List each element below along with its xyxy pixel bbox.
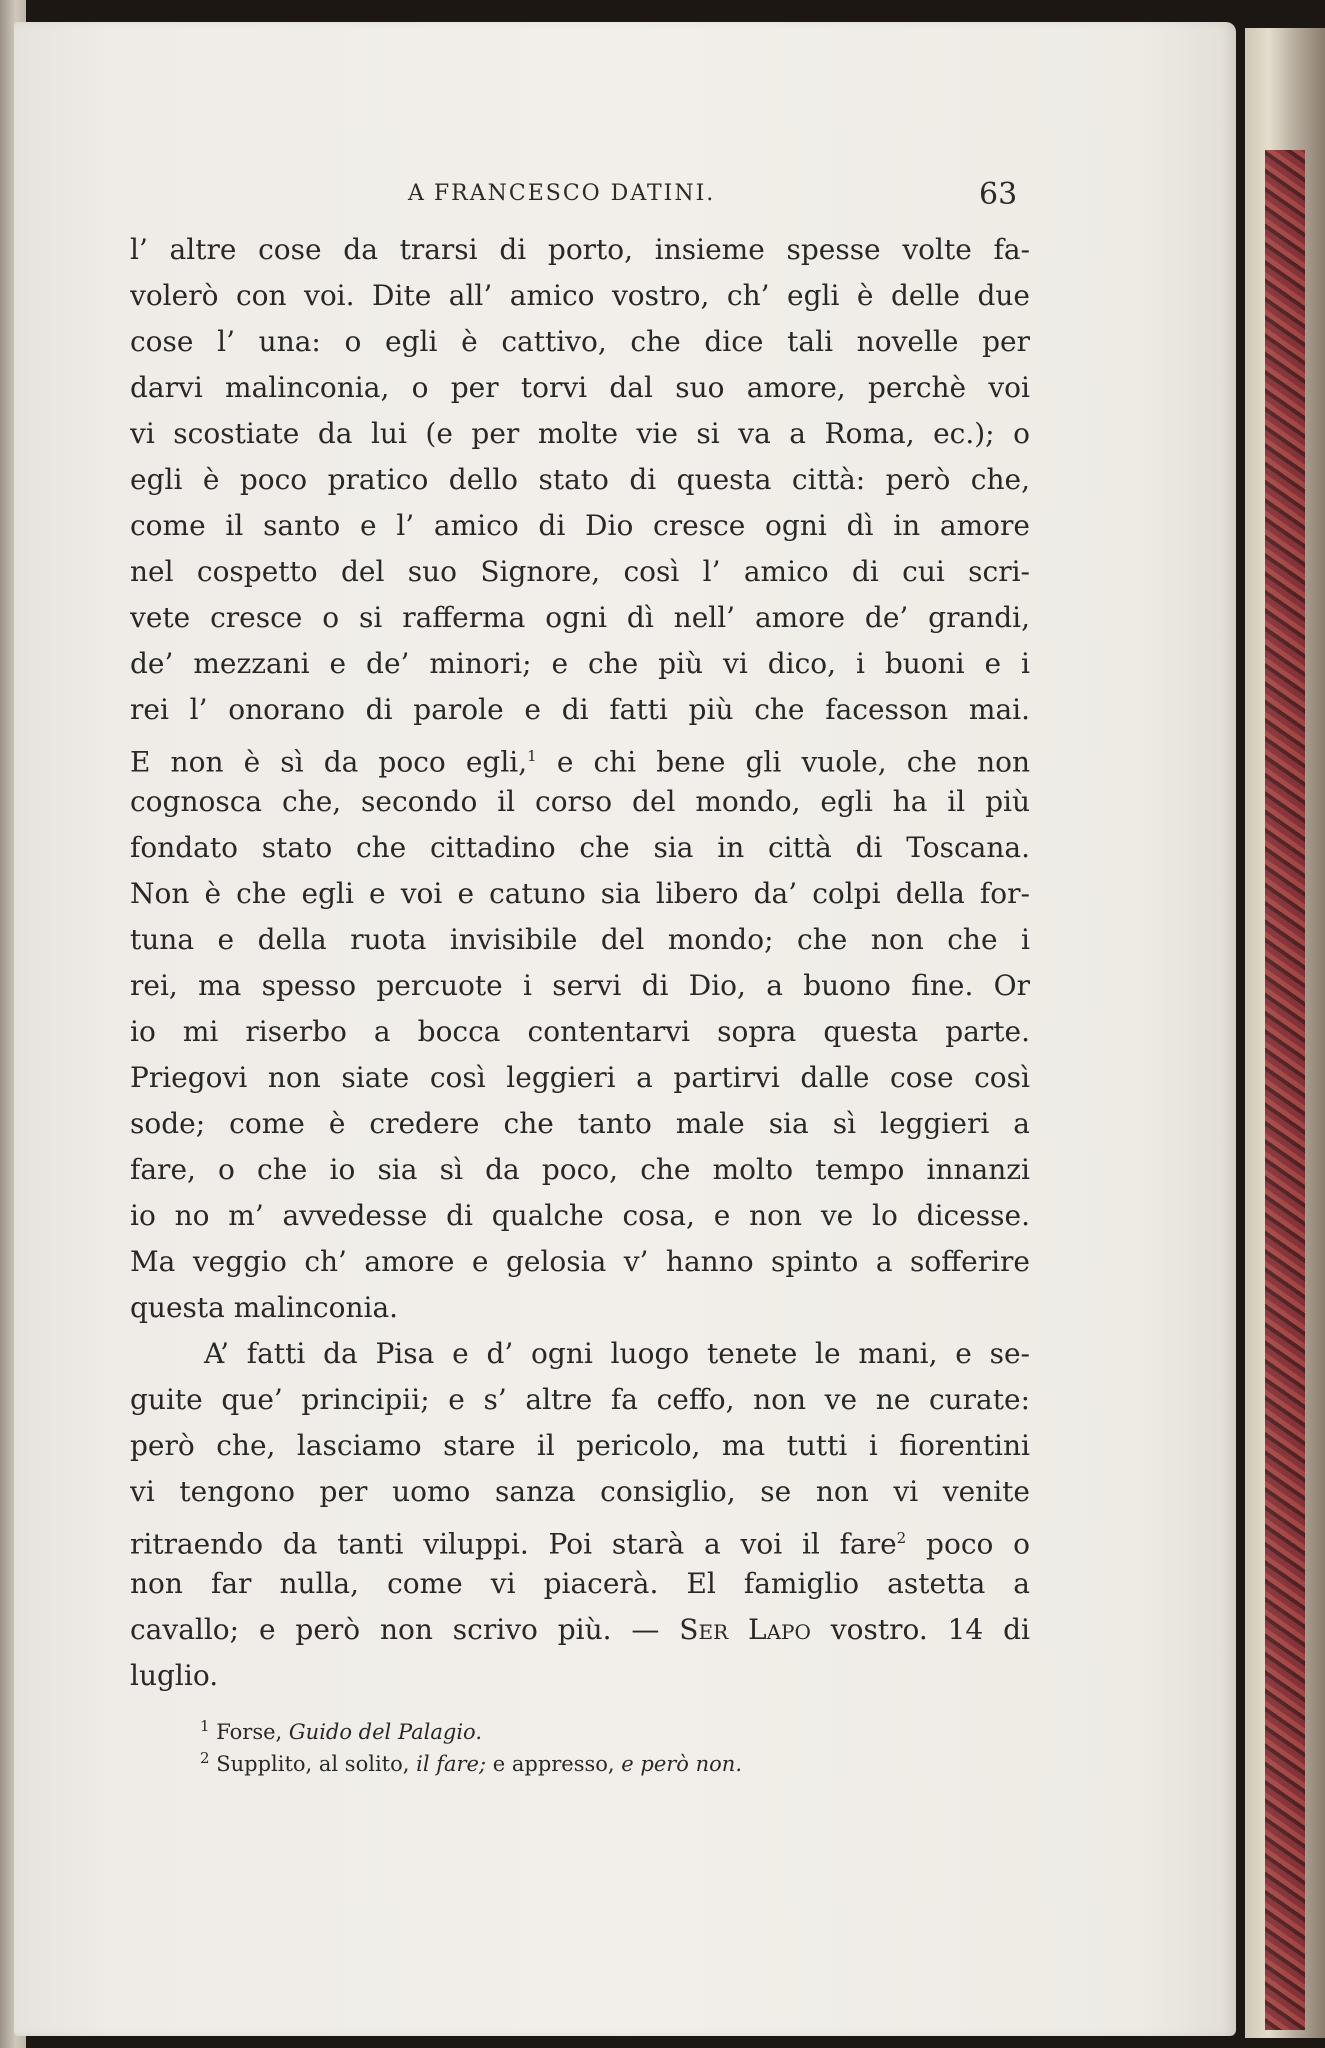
- marbled-page-edge: [1265, 150, 1305, 2030]
- footnote-1: [200, 1710, 960, 1742]
- footnote-italic: il fare;: [416, 1752, 487, 1776]
- text-line: l’ altre cose da trarsi di porto, insieme spesse volte fa-: [130, 233, 1030, 266]
- signature-rest: vostro. 14 di: [830, 1613, 1030, 1646]
- footnote-italic: e però non.: [621, 1752, 742, 1776]
- footnote-italic: Guido del Palagio.: [288, 1720, 482, 1744]
- running-title: [408, 181, 715, 206]
- text-line: fare, o che io sia sì da poco, che molto tempo innanzi: [130, 1153, 1030, 1186]
- text-line: vete cresce o si rafferma ogni dì nell’ amore de’ grandi,: [130, 601, 1030, 634]
- text-segment: E non è sì da poco egli,: [130, 745, 528, 779]
- running-title-lead: A: [408, 181, 426, 206]
- text-segment: cavallo; e però non scrivo più. —: [130, 1613, 660, 1646]
- text-line: volerò con voi. Dite all’ amico vostro, ch’ egli è delle due: [130, 279, 1030, 312]
- text-segment: poco o: [926, 1527, 1030, 1561]
- footnote-text: Supplito, al solito,: [216, 1752, 410, 1776]
- text-line: cose l’ una: o egli è cattivo, che dice tali novelle per: [130, 325, 1030, 358]
- text-line: come il santo e l’ amico di Dio cresce ogni dì in amore: [130, 509, 1030, 542]
- signature-lapo: Lapo: [748, 1613, 811, 1646]
- text-line: non far nulla, come vi piacerà. El famiglio astetta a: [130, 1567, 1030, 1600]
- text-segment: ritraendo da tanti viluppi. Poi starà a voi il fare: [130, 1527, 897, 1561]
- text-line: luglio.: [130, 1659, 219, 1692]
- footnote-mark: 2: [896, 1529, 907, 1547]
- text-line: egli è poco pratico dello stato di questa città: però che,: [130, 463, 1030, 496]
- text-line: [130, 1607, 1030, 1653]
- text-line: guite que’ principii; e s’ altre fa ceffo, non ve ne curate:: [130, 1383, 1030, 1416]
- text-line: vi tengono per uomo sanza consiglio, se non vi venite: [130, 1475, 1030, 1508]
- text-line: A’ fatti da Pisa e d’ ogni luogo tenete le mani, e se-: [204, 1337, 1030, 1370]
- footnote-mark: 1: [527, 747, 537, 765]
- footnote-number: 1: [200, 1717, 210, 1735]
- text-line: rei, ma spesso percuote i servi di Dio, a buono fine. Or: [130, 969, 1030, 1002]
- footnote-text: Forse,: [216, 1720, 283, 1744]
- footnote-number: 2: [200, 1749, 210, 1767]
- text-line: vi scostiate da lui (e per molte vie si va a Roma, ec.); o: [130, 417, 1030, 450]
- text-line: cognosca che, secondo il corso del mondo, egli ha il più: [130, 785, 1030, 818]
- text-line: sode; come è credere che tanto male sia sì leggieri a: [130, 1107, 1030, 1140]
- footnote-text: e appresso,: [492, 1752, 615, 1776]
- text-line: [130, 733, 1030, 779]
- text-line: questa malinconia.: [130, 1291, 399, 1324]
- book-page: [14, 22, 1236, 2036]
- text-line: de’ mezzani e de’ minori; e che più vi dico, i buoni e i: [130, 647, 1030, 680]
- text-line: rei l’ onorano di parole e di fatti più che facesson mai.: [130, 693, 1030, 726]
- signature-ser: Ser: [679, 1613, 729, 1646]
- running-head: [14, 177, 1236, 217]
- text-line: io mi riserbo a bocca contentarvi sopra questa parte.: [130, 1015, 1030, 1048]
- text-line: però che, lasciamo stare il pericolo, ma tutti i fiorentini: [130, 1429, 1030, 1462]
- text-segment: e chi bene gli vuole, che non: [556, 745, 1030, 779]
- text-line: Ma veggio ch’ amore e gelosia v’ hanno spinto a sofferire: [130, 1245, 1030, 1278]
- page-number: 63: [979, 177, 1018, 212]
- text-line: nel cospetto del suo Signore, così l’ amico di cui scri-: [130, 555, 1030, 588]
- text-line: Non è che egli e voi e catuno sia libero da’ colpi della for-: [130, 877, 1030, 910]
- text-line: [130, 1515, 1030, 1561]
- running-title-text: FRANCESCO DATINI.: [433, 181, 716, 206]
- footnotes: [200, 1710, 960, 1774]
- text-line: fondato stato che cittadino che sia in città di Toscana.: [130, 831, 1030, 864]
- body-text: [130, 227, 1030, 1699]
- text-line: io no m’ avvedesse di qualche cosa, e non ve lo dicesse.: [130, 1199, 1030, 1232]
- text-line: darvi malinconia, o per torvi dal suo amore, perchè voi: [130, 371, 1030, 404]
- footnote-2: [200, 1742, 960, 1774]
- text-line: Priegovi non siate così leggieri a partirvi dalle cose così: [130, 1061, 1030, 1094]
- text-line: tuna e della ruota invisibile del mondo; che non che i: [130, 923, 1030, 956]
